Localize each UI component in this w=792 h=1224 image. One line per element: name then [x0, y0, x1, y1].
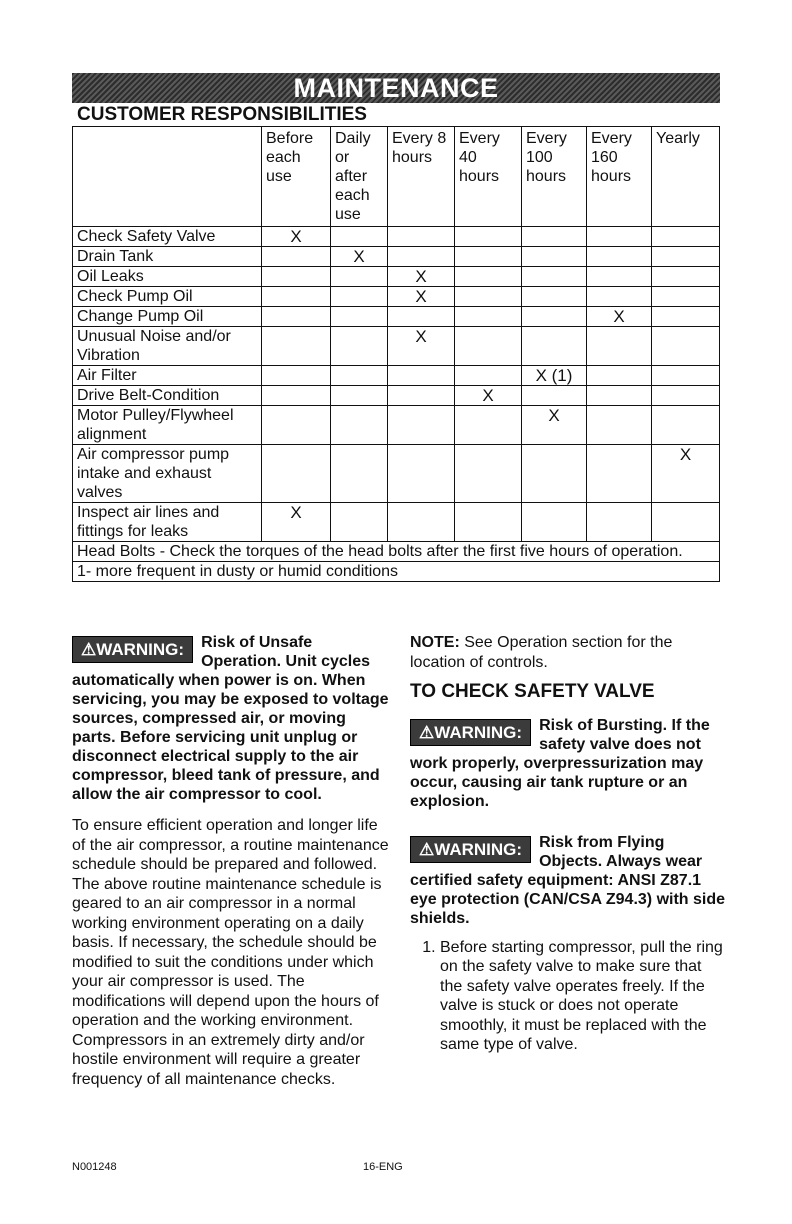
schedule-mark [262, 327, 331, 366]
table-row [73, 327, 720, 366]
schedule-mark: X [587, 307, 652, 327]
safety-valve-heading: TO CHECK SAFETY VALVE [410, 681, 655, 702]
schedule-mark [388, 386, 455, 406]
table-row [73, 267, 720, 287]
schedule-mark [331, 366, 388, 386]
schedule-mark [587, 386, 652, 406]
footnote: 1- more frequent in dusty or humid conditions [73, 562, 720, 582]
schedule-mark [388, 227, 455, 247]
schedule-mark [262, 287, 331, 307]
schedule-mark [331, 307, 388, 327]
table-row [73, 406, 720, 445]
maintenance-banner [72, 73, 720, 103]
safety-valve-steps [410, 938, 725, 1055]
schedule-mark [522, 386, 587, 406]
schedule-mark [522, 307, 587, 327]
schedule-mark: X [455, 386, 522, 406]
header-cell: Daily or after each use [331, 127, 388, 227]
warning-badge: ⚠WARNING: [410, 836, 531, 863]
table-row [73, 503, 720, 542]
schedule-mark [388, 503, 455, 542]
schedule-mark [652, 366, 720, 386]
table-row [73, 227, 720, 247]
schedule-mark [388, 366, 455, 386]
warning-text: Risk of Unsafe Operation. Unit cycles automatically when power is on. When servicing, you may be exposed to voltage sources, compressed air, or moving parts. Before servicing unit unplug or disconnect electrical supply to the air compressor, bleed tank of pressure, and allow the air compressor to cool. [72, 634, 389, 803]
schedule-mark: X [331, 247, 388, 267]
warning-badge: ⚠WARNING: [410, 719, 531, 746]
schedule-mark [262, 267, 331, 287]
schedule-mark [262, 445, 331, 503]
schedule-mark [262, 386, 331, 406]
schedule-mark [522, 267, 587, 287]
schedule-mark: X [388, 327, 455, 366]
maintenance-paragraph: To ensure efficient operation and longer life of the air compressor, a routine maintenance schedule should be prepared and followed. The above routine maintenance schedule is geared to an air compressor in a normal working environment operating on a daily basis. If necessary, the schedule should be modified to suit the conditions under which your air compressor is used. The modifications will depend upon the hours of operation and the working environment. Compressors in an extremely dirty and/or hostile environment will require a greater frequency of all maintenance checks. [72, 817, 389, 1088]
unsafe-operation-warning [72, 633, 390, 804]
schedule-mark: X [262, 503, 331, 542]
schedule-mark [587, 503, 652, 542]
schedule-mark [262, 366, 331, 386]
task-cell: Inspect air lines and fittings for leaks [73, 503, 262, 542]
left-column [72, 633, 390, 1089]
task-cell: Oil Leaks [73, 267, 262, 287]
task-cell: Drain Tank [73, 247, 262, 267]
schedule-mark [587, 327, 652, 366]
table-row [73, 386, 720, 406]
schedule-mark [587, 287, 652, 307]
schedule-mark [388, 247, 455, 267]
schedule-mark [455, 247, 522, 267]
schedule-mark: X [262, 227, 331, 247]
footnote-row [73, 562, 720, 582]
schedule-mark [587, 247, 652, 267]
note-line [410, 633, 725, 672]
note-label: NOTE: [410, 634, 460, 651]
schedule-mark [455, 366, 522, 386]
schedule-mark [522, 503, 587, 542]
schedule-mark [652, 227, 720, 247]
schedule-mark [388, 445, 455, 503]
schedule-mark [587, 366, 652, 386]
schedule-mark [652, 267, 720, 287]
schedule-mark [455, 445, 522, 503]
document-code: N001248 [72, 1161, 117, 1173]
task-cell: Drive Belt-Condition [73, 386, 262, 406]
schedule-mark [262, 307, 331, 327]
task-cell: Air Filter [73, 366, 262, 386]
schedule-mark [262, 406, 331, 445]
schedule-mark [652, 307, 720, 327]
task-cell: Motor Pulley/Flywheel alignment [73, 406, 262, 445]
schedule-mark: X [652, 445, 720, 503]
task-cell: Change Pump Oil [73, 307, 262, 327]
schedule-mark [652, 406, 720, 445]
warning-text: Risk of Bursting. If the safety valve does not work properly, overpressurization may occur, causing air tank rupture or an explosion. [410, 716, 710, 810]
schedule-mark [587, 227, 652, 247]
schedule-mark [331, 445, 388, 503]
schedule-mark [587, 406, 652, 445]
table-row [73, 247, 720, 267]
schedule-mark: X [388, 267, 455, 287]
warning-badge: ⚠WARNING: [72, 636, 193, 663]
flying-objects-warning [410, 833, 725, 928]
schedule-mark [522, 287, 587, 307]
schedule-mark [331, 406, 388, 445]
schedule-mark [331, 227, 388, 247]
schedule-mark [331, 267, 388, 287]
schedule-mark [455, 227, 522, 247]
schedule-mark [455, 406, 522, 445]
header-cell: Every 40 hours [455, 127, 522, 227]
schedule-mark [652, 386, 720, 406]
schedule-mark [652, 287, 720, 307]
schedule-mark [652, 503, 720, 542]
page-number: 16-ENG [363, 1161, 403, 1173]
schedule-mark: X [522, 406, 587, 445]
section-title: CUSTOMER RESPONSIBILITIES [77, 104, 367, 125]
right-column [410, 633, 725, 1055]
schedule-mark [331, 327, 388, 366]
schedule-mark: X (1) [522, 366, 587, 386]
table-row [73, 307, 720, 327]
head-bolts-note: Head Bolts - Check the torques of the head bolts after the first five hours of operation. [73, 542, 720, 562]
schedule-mark [262, 247, 331, 267]
schedule-mark [522, 445, 587, 503]
schedule-mark [652, 327, 720, 366]
warning-text: Risk from Flying Objects. Always wear certified safety equipment: ANSI Z87.1 eye protection (CAN/CSA Z94.3) with side shields. [410, 833, 726, 927]
header-cell [73, 127, 262, 227]
schedule-mark [522, 227, 587, 247]
step-item: 1. Before starting compressor, pull the ring on the safety valve to make sure that the safety valve operates freely. If the valve is stuck or does not operate smoothly, it must be replaced with the same type of valve. [440, 938, 725, 1055]
header-cell: Before each use [262, 127, 331, 227]
schedule-mark [455, 267, 522, 287]
schedule-mark [331, 503, 388, 542]
task-cell: Check Safety Valve [73, 227, 262, 247]
header-cell: Every 100 hours [522, 127, 587, 227]
schedule-mark [455, 503, 522, 542]
schedule-mark [455, 327, 522, 366]
schedule-mark [522, 247, 587, 267]
maintenance-table [72, 126, 720, 582]
head-bolts-row [73, 542, 720, 562]
task-cell: Unusual Noise and/or Vibration [73, 327, 262, 366]
schedule-mark [388, 406, 455, 445]
table-row [73, 445, 720, 503]
table-header-row [73, 127, 720, 227]
note-text: See Operation section for the location of controls. [410, 634, 673, 671]
schedule-mark [331, 386, 388, 406]
bursting-warning [410, 716, 725, 811]
schedule-mark [455, 287, 522, 307]
schedule-mark [587, 267, 652, 287]
table-row [73, 366, 720, 386]
schedule-mark [652, 247, 720, 267]
schedule-mark [331, 287, 388, 307]
task-cell: Air compressor pump intake and exhaust valves [73, 445, 262, 503]
header-cell: Every 160 hours [587, 127, 652, 227]
header-cell: Every 8 hours [388, 127, 455, 227]
schedule-mark [522, 327, 587, 366]
schedule-mark [587, 445, 652, 503]
schedule-mark: X [388, 287, 455, 307]
schedule-mark [388, 307, 455, 327]
banner-title: MAINTENANCE [293, 72, 499, 103]
header-cell: Yearly [652, 127, 720, 227]
table-row [73, 287, 720, 307]
schedule-mark [455, 307, 522, 327]
task-cell: Check Pump Oil [73, 287, 262, 307]
